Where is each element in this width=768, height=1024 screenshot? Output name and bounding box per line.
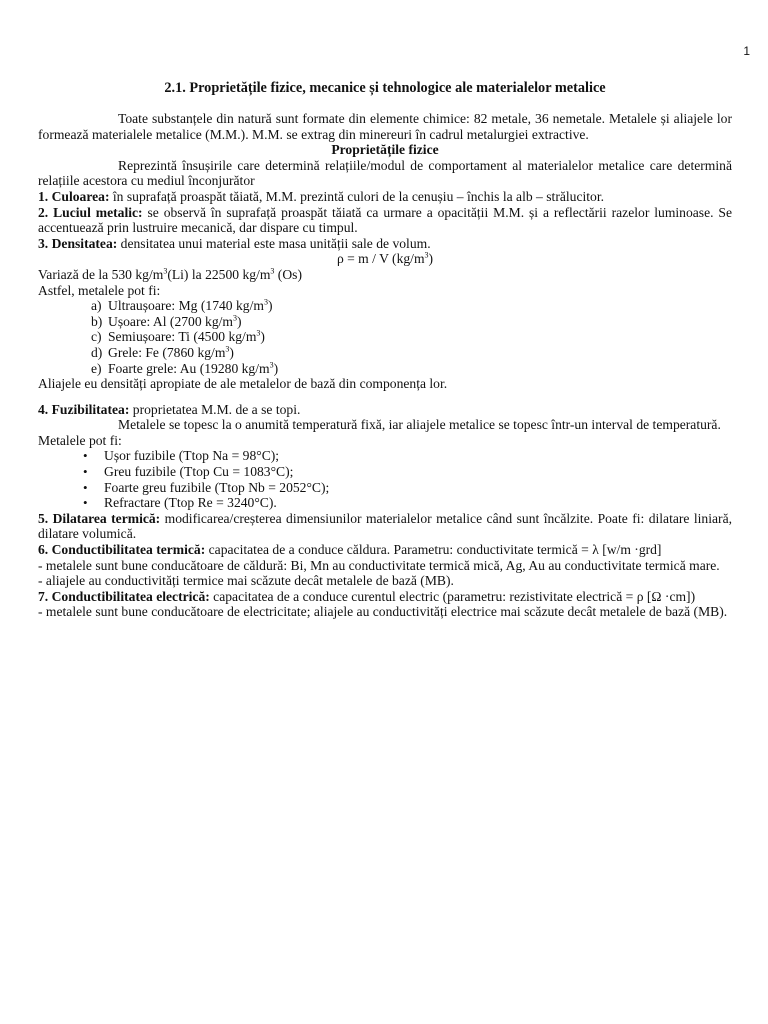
property-text: modificarea/creșterea dimensiunilor materialelor metalice când sunt încălzite. Poate fi: dilatare liniară, dilatare volumică. bbox=[38, 510, 732, 542]
property-label: 5. Dilatarea termică: bbox=[38, 510, 161, 526]
density-class-list bbox=[38, 298, 732, 376]
list-text: Foarte grele: Au (19280 kg/m bbox=[108, 360, 270, 376]
list-item: • Foarte greu fuzibile (Ttop Nb = 2052°C); bbox=[104, 480, 732, 496]
fusibility-detail: Metalele se topesc la o anumită temperatură fixă, iar aliajele metalice se topesc într-un interval de temperatură. bbox=[118, 417, 721, 433]
range-text: (Li) la 22500 kg/m bbox=[167, 266, 271, 282]
list-text: ) bbox=[260, 329, 265, 345]
list-item: • Greu fuzibile (Ttop Cu = 1083°C); bbox=[104, 464, 732, 480]
list-text: Semiușoare: Ti (4500 kg/m bbox=[108, 329, 257, 345]
list-item bbox=[91, 329, 732, 345]
property-text: densitatea unui material este masa unității sale de volum. bbox=[117, 235, 431, 251]
list-marker: a) bbox=[91, 298, 102, 314]
list-marker: b) bbox=[91, 313, 103, 329]
list-marker: c) bbox=[91, 329, 102, 345]
list-text: Grele: Fe (7860 kg/m bbox=[108, 344, 226, 360]
fusibility-intro: Metalele pot fi: bbox=[38, 432, 122, 448]
document-body bbox=[38, 80, 732, 620]
property-color bbox=[38, 189, 732, 205]
property-thermal-conductivity bbox=[38, 542, 732, 558]
intro-paragraph: Toate substanțele din natură sunt formate din elemente chimice: 82 metale, 36 nemetale. Metalele și aliajele lor formează materialele metalice (M.M.). M.M. se extrag din minereuri în cadrul metalurgiei extractive. bbox=[38, 111, 732, 142]
list-item bbox=[91, 345, 732, 361]
property-fusibility bbox=[38, 402, 732, 418]
formula-text: ρ = m / V (kg/m bbox=[336, 251, 425, 267]
formula-text: ) bbox=[428, 251, 434, 267]
property-text: proprietatea M.M. de a se topi. bbox=[129, 401, 301, 417]
electrical-conductivity-note: - metalele sunt bune conducătoare de electricitate; aliajele au conductivități electrice mai scăzute decât metalele de bază (MB). bbox=[38, 604, 728, 620]
density-range bbox=[38, 267, 732, 283]
range-text: (Os) bbox=[274, 266, 302, 282]
list-text: Ultraușoare: Mg (1740 kg/m bbox=[108, 298, 264, 314]
property-label: 2. Luciul metalic: bbox=[38, 204, 143, 220]
list-marker: d) bbox=[91, 344, 103, 360]
property-text: capacitatea de a conduce curentul electric (parametru: rezistivitate electrică = ρ [Ω ·cm]) bbox=[209, 588, 696, 604]
superscript: 3 bbox=[256, 328, 261, 338]
list-item: • Refractare (Ttop Re = 3240°C). bbox=[104, 495, 732, 511]
list-item bbox=[91, 314, 732, 330]
property-text: se observă în suprafață proaspăt tăiată ca urmare a opacității M.M. și a reflectării razelor luminoase. Se accentuează prin lustruire mecanică, dar dispare cu timpul. bbox=[38, 204, 733, 236]
density-formula bbox=[38, 251, 732, 267]
property-luster bbox=[38, 205, 732, 236]
thermal-conductivity-alloys: - aliajele au conductivități termice mai scăzute decât metalele de bază (MB). bbox=[38, 573, 454, 589]
list-text: ) bbox=[236, 313, 242, 329]
superscript: 3 bbox=[270, 266, 275, 276]
superscript: 3 bbox=[163, 266, 168, 276]
alloys-density-note: Aliajele eu densități apropiate de ale metalelor de bază din componența lor. bbox=[38, 376, 448, 392]
fusibility-list bbox=[38, 448, 732, 510]
spacer bbox=[38, 392, 732, 402]
property-label: 1. Culoarea: bbox=[38, 188, 110, 204]
property-label: 4. Fuzibilitatea: bbox=[38, 401, 130, 417]
superscript: 3 bbox=[269, 359, 274, 369]
superscript: 3 bbox=[263, 297, 268, 307]
superscript: 3 bbox=[232, 313, 237, 323]
property-label: 3. Densitatea: bbox=[38, 235, 118, 251]
page-title: 2.1. Proprietățile fizice, mecanice și tehnologice ale materialelor metalice bbox=[164, 80, 606, 96]
property-electrical-conductivity bbox=[38, 589, 732, 605]
property-text: capacitatea de a conduce căldura. Parametru: conductivitate termică = λ [w/m ·grd] bbox=[205, 542, 662, 558]
list-text: ) bbox=[229, 344, 234, 360]
property-label: 6. Conductibilitatea termică: bbox=[38, 542, 206, 558]
list-text: Ușoare: Al (2700 kg/m bbox=[108, 313, 233, 329]
physical-properties-intro: Reprezintă însușirile care determină relațiile/modul de comportament al materialelor metalice care determină relațiile acestora cu mediul înconjurător bbox=[38, 157, 732, 189]
list-text: ) bbox=[267, 298, 273, 314]
property-text: în suprafață proaspăt tăiată, M.M. prezintă culori de la cenușiu – închis la alb – strălucitor. bbox=[109, 188, 605, 204]
list-text: ) bbox=[273, 360, 279, 376]
superscript: 3 bbox=[424, 250, 429, 260]
thermal-conductivity-metals: - metalele sunt bune conducătoare de căldură: Bi, Mn au conductivitate termică mică, Ag, Au au conductivitate termică mare. bbox=[38, 557, 720, 573]
list-marker: e) bbox=[91, 360, 102, 376]
list-item bbox=[91, 298, 732, 314]
superscript: 3 bbox=[225, 344, 230, 354]
range-text: Variază de la 530 kg/m bbox=[38, 266, 164, 282]
property-label: 7. Conductibilitatea electrică: bbox=[38, 588, 210, 604]
physical-properties-heading: Proprietățile fizice bbox=[331, 142, 439, 158]
density-class-intro: Astfel, metalele pot fi: bbox=[38, 282, 161, 298]
property-thermal-expansion bbox=[38, 511, 732, 542]
list-item bbox=[91, 361, 732, 377]
property-density bbox=[38, 236, 732, 252]
list-item: • Ușor fuzibile (Ttop Na = 98°C); bbox=[104, 448, 732, 464]
page-number: 1 bbox=[743, 44, 750, 58]
